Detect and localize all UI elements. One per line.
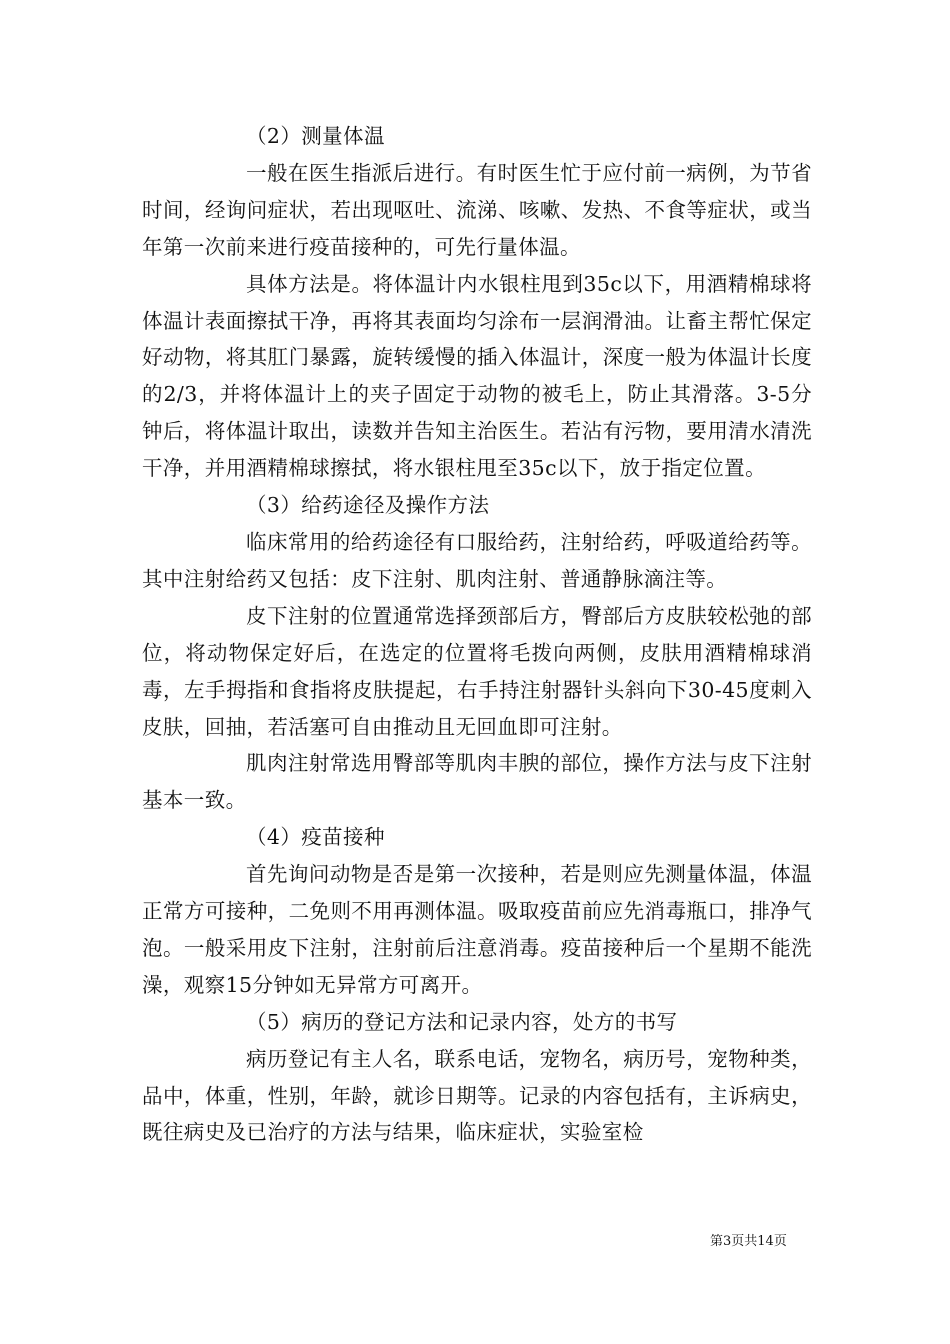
paragraph-vaccination: 首先询问动物是否是第一次接种，若是则应先测量体温，体温正常方可接种，二免则不用再测体温。吸取疫苗前应先消毒瓶口，排净气泡。一般采用皮下注射，注射前后注意消毒。疫苗接种后一个星期不能洗澡，观察15分钟如无异常方可离开。 — [142, 862, 812, 997]
paragraph-subcutaneous-injection: 皮下注射的位置通常选择颈部后方，臀部后方皮肤较松弛的部位，将动物保定好后，在选定的位置将毛拨向两侧，皮肤用酒精棉球消毒，左手拇指和食指将皮肤提起，右手持注射器针头斜向下30-45度刺入皮肤，回抽，若活塞可自由推动且无回血即可注射。 — [142, 603, 812, 739]
document-body — [142, 118, 812, 1151]
section-heading-vaccination: （4）疫苗接种 — [246, 825, 385, 850]
paragraph-medical-records: 病历登记有主人名，联系电话，宠物名，病历号，宠物种类，品中，体重，性别，年龄，就诊日期等。记录的内容包括有，主诉病史，既往病史及已治疗的方法与结果，临床症状，实验室检 — [142, 1046, 812, 1145]
paragraph-administration-routes: 临床常用的给药途径有口服给药，注射给药，呼吸道给药等。其中注射给药又包括：皮下注射、肌肉注射、普通静脉滴注等。 — [142, 529, 812, 591]
section-heading-drug-administration: （3）给药途径及操作方法 — [246, 493, 490, 518]
section-heading-measure-temperature: （2）测量体温 — [246, 124, 385, 148]
section-heading-medical-records: （5）病历的登记方法和记录内容，处方的书写 — [246, 1009, 678, 1034]
paragraph-temperature-method: 具体方法是。将体温计内水银柱甩到35c以下，用酒精棉球将体温计表面擦拭干净，再将其表面均匀涂布一层润滑油。让畜主帮忙保定好动物，将其肛门暴露，旋转缓慢的插入体温计，深度一般为体温计长度的2/3，并将体温计上的夹子固定于动物的被毛上，防止其滑落。3-5分钟后，将体温计取出，读数并告知主治医生。若沾有污物，要用清水清洗干净，并用酒精棉球擦拭，将水银柱甩至35c以下，放于指定位置。 — [142, 271, 812, 481]
page-number-label: 第3页共14页 — [710, 1234, 787, 1249]
paragraph-temperature-when: 一般在医生指派后进行。有时医生忙于应付前一病例，为节省时间，经询问症状，若出现呕吐、流涕、咳嗽、发热、不食等症状，或当年第一次前来进行疫苗接种的，可先行量体温。 — [142, 160, 812, 259]
paragraph-intramuscular-injection: 肌肉注射常选用臀部等肌肉丰腴的部位，操作方法与皮下注射基本一致。 — [142, 751, 812, 813]
